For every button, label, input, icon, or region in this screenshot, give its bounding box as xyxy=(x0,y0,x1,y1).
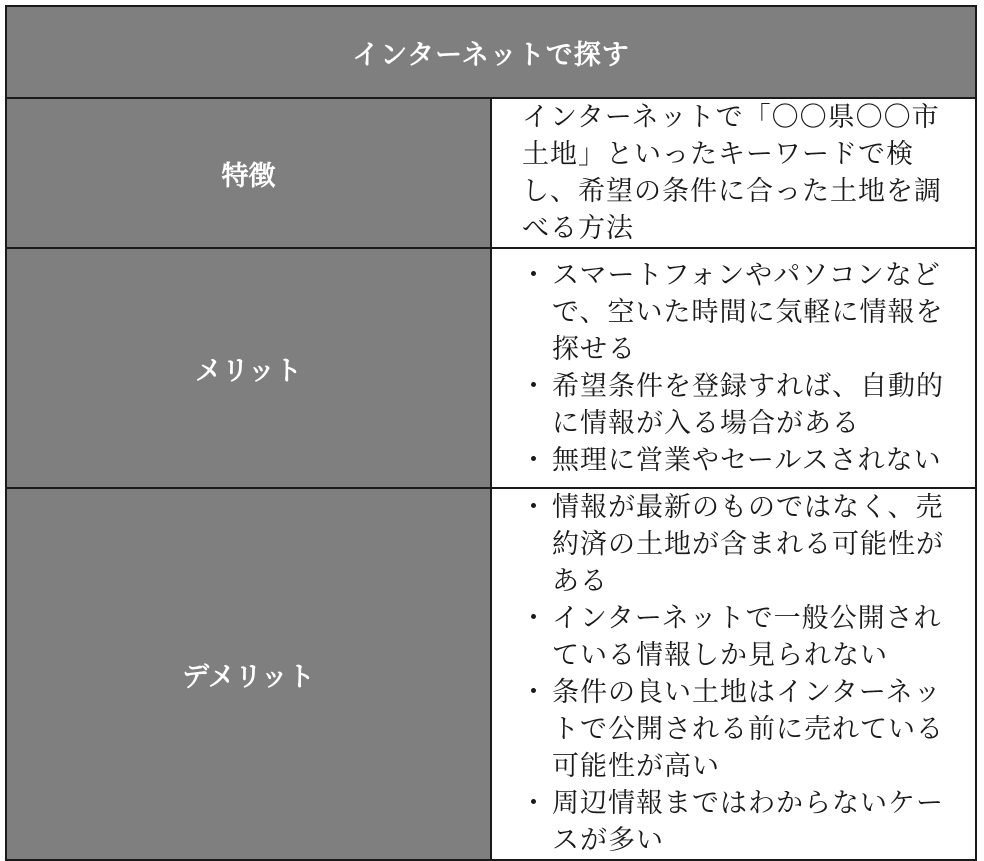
merit-content xyxy=(491,248,976,488)
demerit-item: ・ 周辺情報まではわからないケースが多い xyxy=(522,785,949,859)
table-row-feature xyxy=(6,98,976,248)
demerit-item: ・ インターネットで一般公開されている情報しか見られない xyxy=(522,600,949,674)
table-row-demerit xyxy=(6,488,976,860)
table-title: インターネットで探す xyxy=(6,6,976,98)
merit-item: ・ スマートフォンやパソコンなどで、空いた時間に気軽に情報を探せる xyxy=(522,257,949,368)
row-label-merit: メリット xyxy=(6,248,491,488)
title-row xyxy=(6,6,976,98)
feature-text: インターネットで「〇〇県〇〇市 土地」といったキーワードで検し、希望の条件に合った土地を調べる方法 xyxy=(491,98,976,248)
demerit-list xyxy=(522,489,949,859)
row-label-demerit: デメリット xyxy=(6,488,491,860)
info-table xyxy=(5,5,977,861)
merit-list xyxy=(522,257,949,479)
demerit-item: ・ 情報が最新のものではなく、売約済の土地が含まれる可能性がある xyxy=(522,489,949,600)
merit-item: ・ 希望条件を登録すれば、自動的に情報が入る場合がある xyxy=(522,368,949,442)
demerit-item: ・ 条件の良い土地はインターネットで公開される前に売れている可能性が高い xyxy=(522,674,949,785)
table-row-merit xyxy=(6,248,976,488)
merit-item: ・ 無理に営業やセールスされない xyxy=(522,442,949,479)
demerit-content xyxy=(491,488,976,860)
row-label-feature: 特徴 xyxy=(6,98,491,248)
